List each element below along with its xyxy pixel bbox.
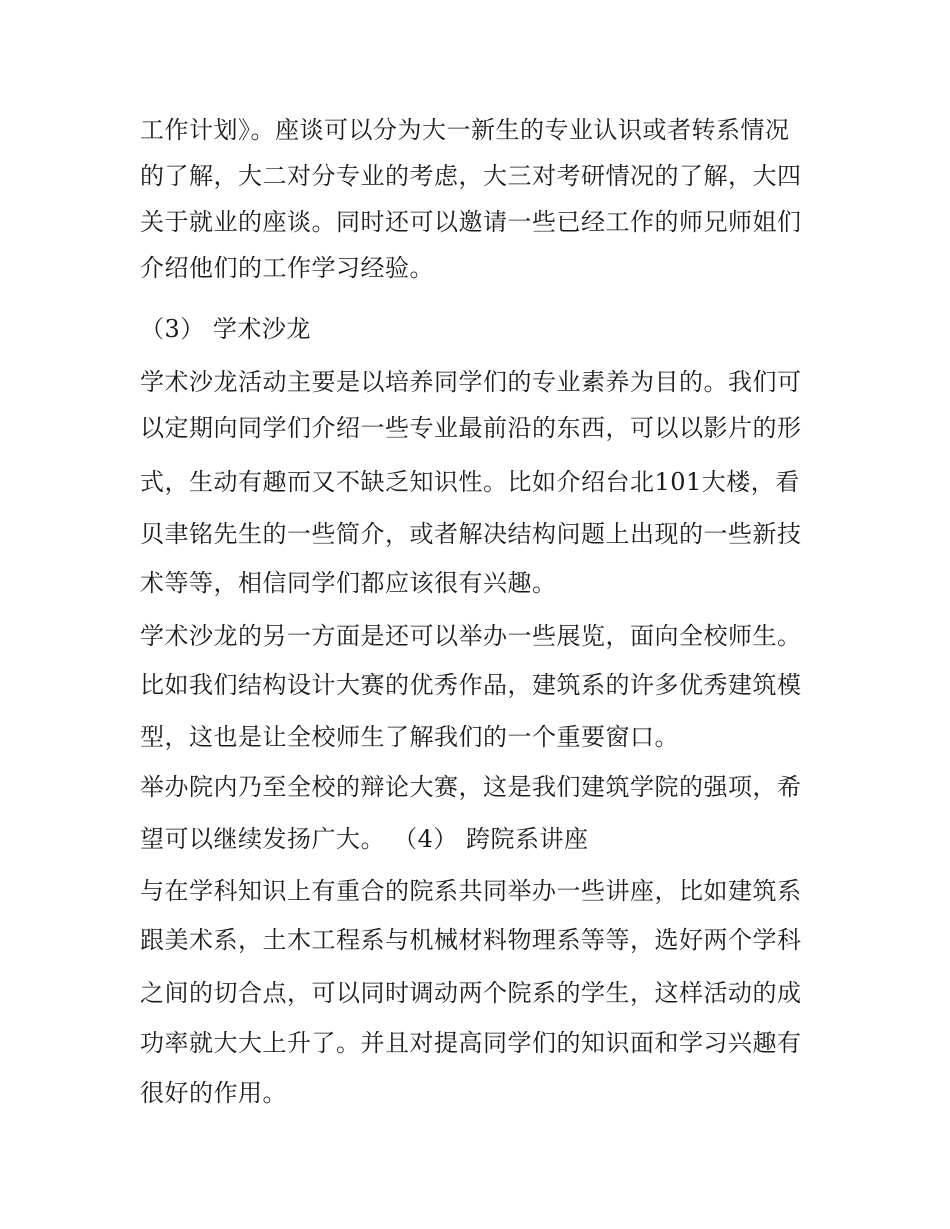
text-line: 介绍他们的工作学习经验。 [140, 254, 434, 282]
section-heading: （3） 学术沙龙 [140, 315, 311, 343]
text-line: 术等等，相信同学们都应该很有兴趣。 [140, 569, 557, 597]
text-line: 跟美术系，土木工程系与机械材料物理系等等，选好两个学科 [140, 926, 802, 954]
text-line: 之间的切合点，可以同时调动两个院系的学生，这样活动的成 [140, 979, 802, 1007]
text-line: 工作计划》。座谈可以分为大一新生的专业认识或者转系情况 [140, 116, 790, 144]
text-line: 式，生动有趣而又不缺乏知识性。比如介绍台北101大楼，看 [140, 468, 800, 496]
text-line: 比如我们结构设计大赛的优秀作品，建筑系的许多优秀建筑模 [140, 671, 802, 699]
text-line: 型，这也是让全校师生了解我们的一个重要窗口。 [140, 723, 679, 751]
text-line: 的了解，大二对分专业的考虑，大三对考研情况的了解，大四 [140, 162, 802, 190]
text-line: 举办院内乃至全校的辩论大赛，这是我们建筑学院的强项，希 [140, 773, 802, 801]
text-line: 关于就业的座谈。同时还可以邀请一些已经工作的师兄师姐们 [140, 208, 802, 236]
text-line: 学术沙龙活动主要是以培养同学们的专业素养为目的。我们可 [140, 368, 802, 396]
text-line: 望可以继续发扬广大。 （4） 跨院系讲座 [140, 825, 589, 853]
text-line: 功率就大大上升了。并且对提高同学们的知识面和学习兴趣有 [140, 1029, 802, 1057]
text-line: 学术沙龙的另一方面是还可以举办一些展览，面向全校师生。 [140, 622, 802, 650]
text-line: 贝聿铭先生的一些简介，或者解决结构问题上出现的一些新技 [140, 520, 802, 548]
text-line: 与在学科知识上有重合的院系共同举办一些讲座，比如建筑系 [140, 877, 802, 905]
text-line: 以定期向同学们介绍一些专业最前沿的东西，可以以影片的形 [140, 414, 802, 442]
text-line: 很好的作用。 [140, 1079, 287, 1107]
